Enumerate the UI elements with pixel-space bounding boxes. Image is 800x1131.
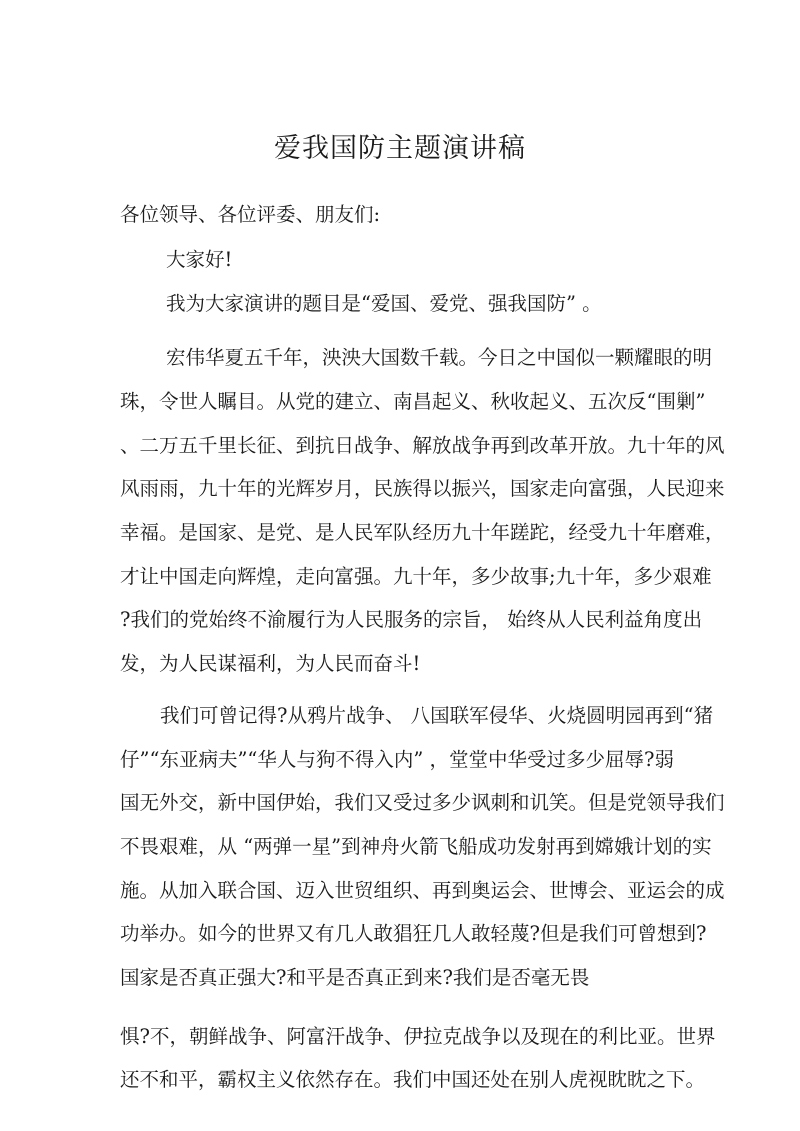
salutation: 各位领导、各位评委、朋友们: [120,203,381,226]
paragraph-line: 、二万五千里长征、到抗日战争、解放战争再到改革开放。九十年的风 [120,434,725,457]
paragraph-line: 惧?不，朝鲜战争、阿富汗战争、伊拉克战争以及现在的利比亚。世界 [120,1025,716,1048]
paragraph-line: 不畏艰难，从 “两弹一星”到神舟火箭飞船成功发射再到嫦娥计划的实 [120,835,712,858]
paragraph-line: 幸福。是国家、是党、是人民军队经历九十年蹉跎，经受九十年磨难， [120,521,725,544]
paragraph-line: 珠，令世人瞩目。从党的建立、南昌起义、秋收起义、五次反“围剿” [120,390,706,413]
paragraph-line: 才让中国走向辉煌，走向富强。九十年，多少故事;九十年，多少艰难 [120,565,712,588]
paragraph-line: 我们可曾记得?从鸦片战争、 八国联军侵华、火烧圆明园再到“猪 [160,704,714,727]
paragraph-line: 功举办。如今的世界又有几人敢猖狂几人敢轻蔑?但是我们可曾想到? [120,922,707,945]
paragraph-line: 施。从加入联合国、迈入世贸组织、再到奥运会、世博会、亚运会的成 [120,879,725,902]
paragraph-line: ?我们的党始终不渝履行为人民服务的宗旨， 始终从人民利益角度出 [120,608,703,631]
document-title: 爱我国防主题演讲稿 [274,133,526,164]
paragraph-line: 仔”“东亚病夫”“华人与狗不得入内” ，堂堂中华受过多少屈辱?弱 [120,748,674,771]
paragraph-line: 还不和平，霸权主义依然存在。我们中国还处在别人虎视眈眈之下。 [120,1068,706,1091]
paragraph-line: 宏伟华夏五千年，泱泱大国数千载。今日之中国似一颗耀眼的明 [166,346,713,369]
paragraph-line: 国家是否真正强大?和平是否真正到来?我们是否毫无畏 [120,966,590,989]
paragraph-line: 国无外交，新中国伊始，我们又受过多少讽刺和讥笑。但是党领导我们 [120,791,725,814]
topic-line: 我为大家演讲的题目是“爱国、爱党、强我国防” 。 [166,292,602,315]
paragraph-line: 风雨雨，九十年的光辉岁月，民族得以振兴，国家走向富强，人民迎来 [120,477,725,500]
paragraph-line: 发，为人民谋福利，为人民而奋斗! [120,652,421,675]
greeting: 大家好! [166,248,233,271]
